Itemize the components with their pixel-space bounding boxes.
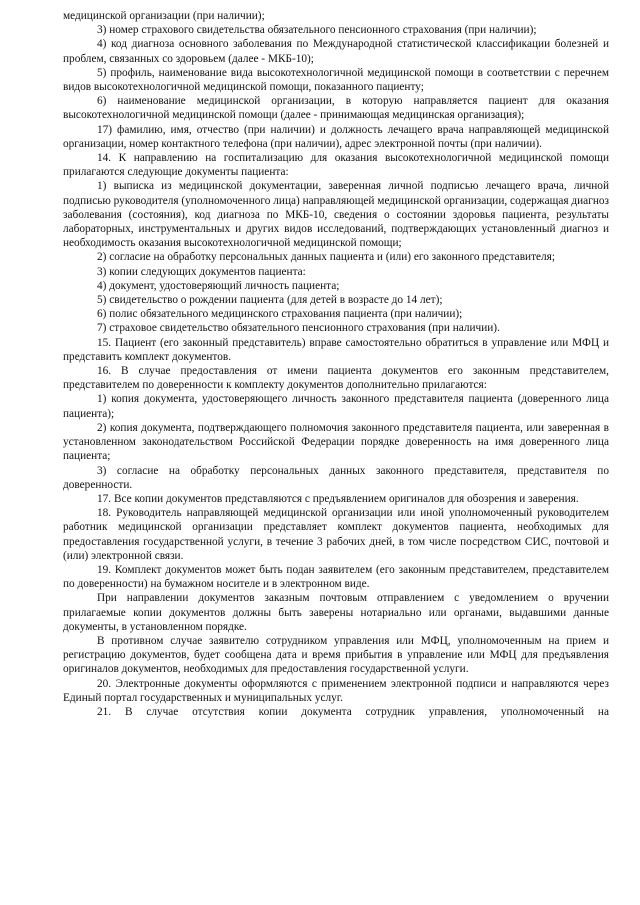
paragraph: 2) копия документа, подтверждающего полномочия законного представителя пациента, или заверенная в установленном законодательством Российской Федерации порядке доверенность на имя доверенного лица пациента; [63,421,609,463]
paragraph: 16. В случае предоставления от имени пациента документов его законным представителем, представителем по доверенности к комплекту документов дополнительно прилагаются: [63,365,609,392]
paragraph: 6) полис обязательного медицинского страхования пациента (при наличии); [97,308,463,321]
paragraph: 5) свидетельство о рождении пациента (для детей в возрасте до 14 лет); [97,294,443,307]
paragraph: 21. В случае отсутствия копии документа сотрудник управления, уполномоченный на [97,705,609,718]
paragraph: 17) фамилию, имя, отчество (при наличии) и должность лечащего врача направляющей медицинской организации, номер контактного телефона (при наличии), адрес электронной почты (при наличии). [63,123,609,150]
paragraph: 2) согласие на обработку персональных данных пациента и (или) его законного представителя; [97,251,556,264]
paragraph: 3) номер страхового свидетельства обязательного пенсионного страхования (при наличии); [97,24,537,37]
paragraph: 3) копии следующих документов пациента: [97,265,306,278]
document-page [63,9,609,719]
paragraph: 3) согласие на обработку персональных данных законного представителя, представителя по доверенности. [63,464,609,491]
paragraph: медицинской организации (при наличии); [63,10,265,22]
paragraph: 7) страховое свидетельство обязательного пенсионного страхования (при наличии). [97,322,500,335]
paragraph: 1) выписка из медицинской документации, заверенная личной подписью лечащего врача, личной подписью руководителя (уполномоченного лица) направляющей медицинской организации, содержащая диагноз заболевания (состояния), код диагноза по МКБ-10, сведения о состоянии здоровья пациента, результаты лабораторных, инструментальных и других видов исследований, подтверждающих установленный диагноз и необходимость оказания высокотехнологичной медицинской помощи; [63,180,609,250]
paragraph: 19. Комплект документов может быть подан заявителем (его законным представителем, представителем по доверенности) на бумажном носителе и в электронном виде. [63,563,609,591]
paragraph: 18. Руководитель направляющей медицинской организации или иной уполномоченный руководителем работник медицинской организации представляет комплект документов пациента, необходимых для предоставления государственной услуги, в течение 3 рабочих дней, в том числе посредством СИС, почтовой и (или) электронной связи. [63,507,609,562]
paragraph: 20. Электронные документы оформляются с применением электронной подписи и направляются через Единый портал государственных и муниципальных услуг. [63,677,609,704]
paragraph: При направлении документов заказным почтовым отправлением с уведомлением о вручении прилагаемые копии документов должны быть заверены нотариально или органами, выдавшими данные документы, в установленном порядке. [63,592,609,633]
paragraph: 5) профиль, наименование вида высокотехнологичной медицинской помощи в соответствии с перечнем видов высокотехнологичной медицинской помощи, показанного пациенту; [63,66,609,94]
paragraph: 6) наименование медицинской организации, в которую направляется пациент для оказания высокотехнологичной медицинской помощи (далее - принимающая медицинская организация); [63,95,609,122]
paragraph: 1) копия документа, удостоверяющего личность законного представителя пациента (доверенного лица пациента); [63,393,609,420]
paragraph: 17. Все копии документов представляются с предъявлением оригиналов для обозрения и заверения. [97,492,579,505]
paragraph: 4) документ, удостоверяющий личность пациента; [97,279,340,292]
paragraph: 15. Пациент (его законный представитель) вправе самостоятельно обратиться в управление или МФЦ и представить комплект документов. [63,336,609,363]
paragraph: 14. К направлению на госпитализацию для оказания высокотехнологичной медицинской помощи прилагаются следующие документы пациента: [63,152,609,179]
paragraph: В противном случае заявителю сотрудником управления или МФЦ, уполномоченным на прием и регистрацию документов, будет сообщена дата и время прибытия в управление или МФЦ для предъявления оригиналов документов, необходимых для предоставления государственной услуги. [63,634,609,676]
paragraph: 4) код диагноза основного заболевания по Международной статистической классификации болезней и проблем, связанных со здоровьем (далее - МКБ-10); [63,38,609,65]
